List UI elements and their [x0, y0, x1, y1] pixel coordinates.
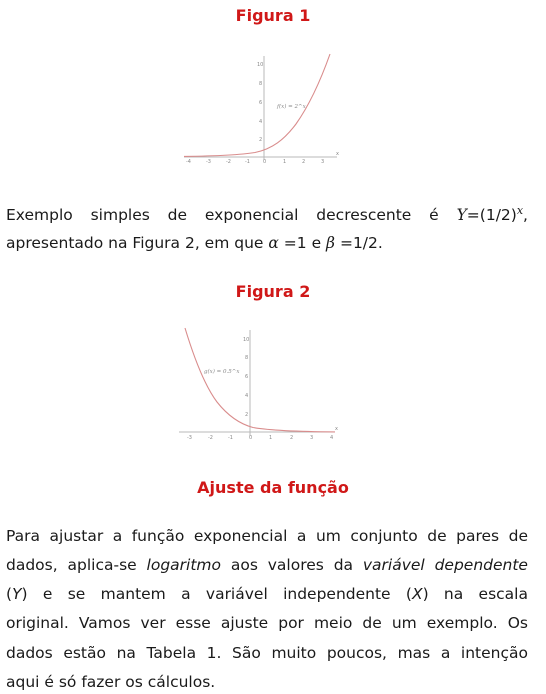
curve-label: g(x) = 0.5^x	[204, 369, 240, 375]
x-tick: -2	[226, 159, 231, 165]
x-tick: 2	[290, 435, 294, 441]
paragraph-line: dados, aplica-se logaritmo aos valores da variável dependente	[6, 556, 528, 574]
y-tick: 4	[245, 393, 249, 399]
y-tick: 10	[243, 337, 250, 343]
exp-curve	[185, 328, 335, 432]
paragraph-line: Exemplo simples de exponencial decrescente é $Y=(1/2)^x$,	[6, 204, 528, 225]
x-tick: 4	[330, 435, 334, 441]
curve-label: f(x) = 2^x	[277, 104, 306, 110]
y-tick: 4	[259, 119, 263, 125]
section-title: Ajuste da função	[197, 478, 349, 497]
y-tick: 8	[259, 81, 263, 87]
x-tick: 1	[283, 159, 287, 165]
paragraph-line: (Y) e se mantem a variável independente (X) na escala	[6, 585, 528, 603]
figure-1-title: Figura 1	[235, 6, 311, 25]
x-tick: -3	[187, 435, 192, 441]
x-tick: 0	[263, 159, 267, 165]
exp-curve	[184, 54, 330, 156]
figure-2-title: Figura 2	[235, 282, 311, 301]
x-tick: -1	[228, 435, 233, 441]
paragraph-line: Para ajustar a função exponencial a um conjunto de pares de	[6, 527, 528, 545]
paragraph-line: aqui é só fazer os cálculos.	[6, 673, 216, 691]
x-tick: 2	[302, 159, 306, 165]
x-axis-label: x	[335, 426, 338, 432]
paragraph-line: dados estão na Tabela 1. São muito poucos, mas a intenção	[6, 644, 528, 662]
x-tick: 1	[269, 435, 273, 441]
x-tick: -2	[208, 435, 213, 441]
x-axis-label: x	[336, 151, 339, 157]
x-tick: -4	[186, 159, 191, 165]
y-tick: 10	[257, 62, 264, 68]
y-tick: 8	[245, 355, 249, 361]
paragraph-line: original. Vamos ver esse ajuste por meio de um exemplo. Os	[6, 614, 528, 632]
x-tick: 0	[249, 435, 253, 441]
y-tick: 6	[245, 374, 249, 380]
figure-2-graph	[175, 326, 343, 444]
y-tick: 2	[259, 137, 263, 143]
x-tick: 3	[321, 159, 325, 165]
y-tick: 6	[259, 100, 263, 106]
paragraph-line: apresentado na Figura 2, em que α =1 e β =1/2.	[6, 234, 383, 252]
x-tick: -3	[206, 159, 211, 165]
x-tick: 3	[310, 435, 314, 441]
figure-1-graph	[180, 52, 344, 166]
x-tick: -1	[245, 159, 250, 165]
y-tick: 2	[245, 412, 249, 418]
